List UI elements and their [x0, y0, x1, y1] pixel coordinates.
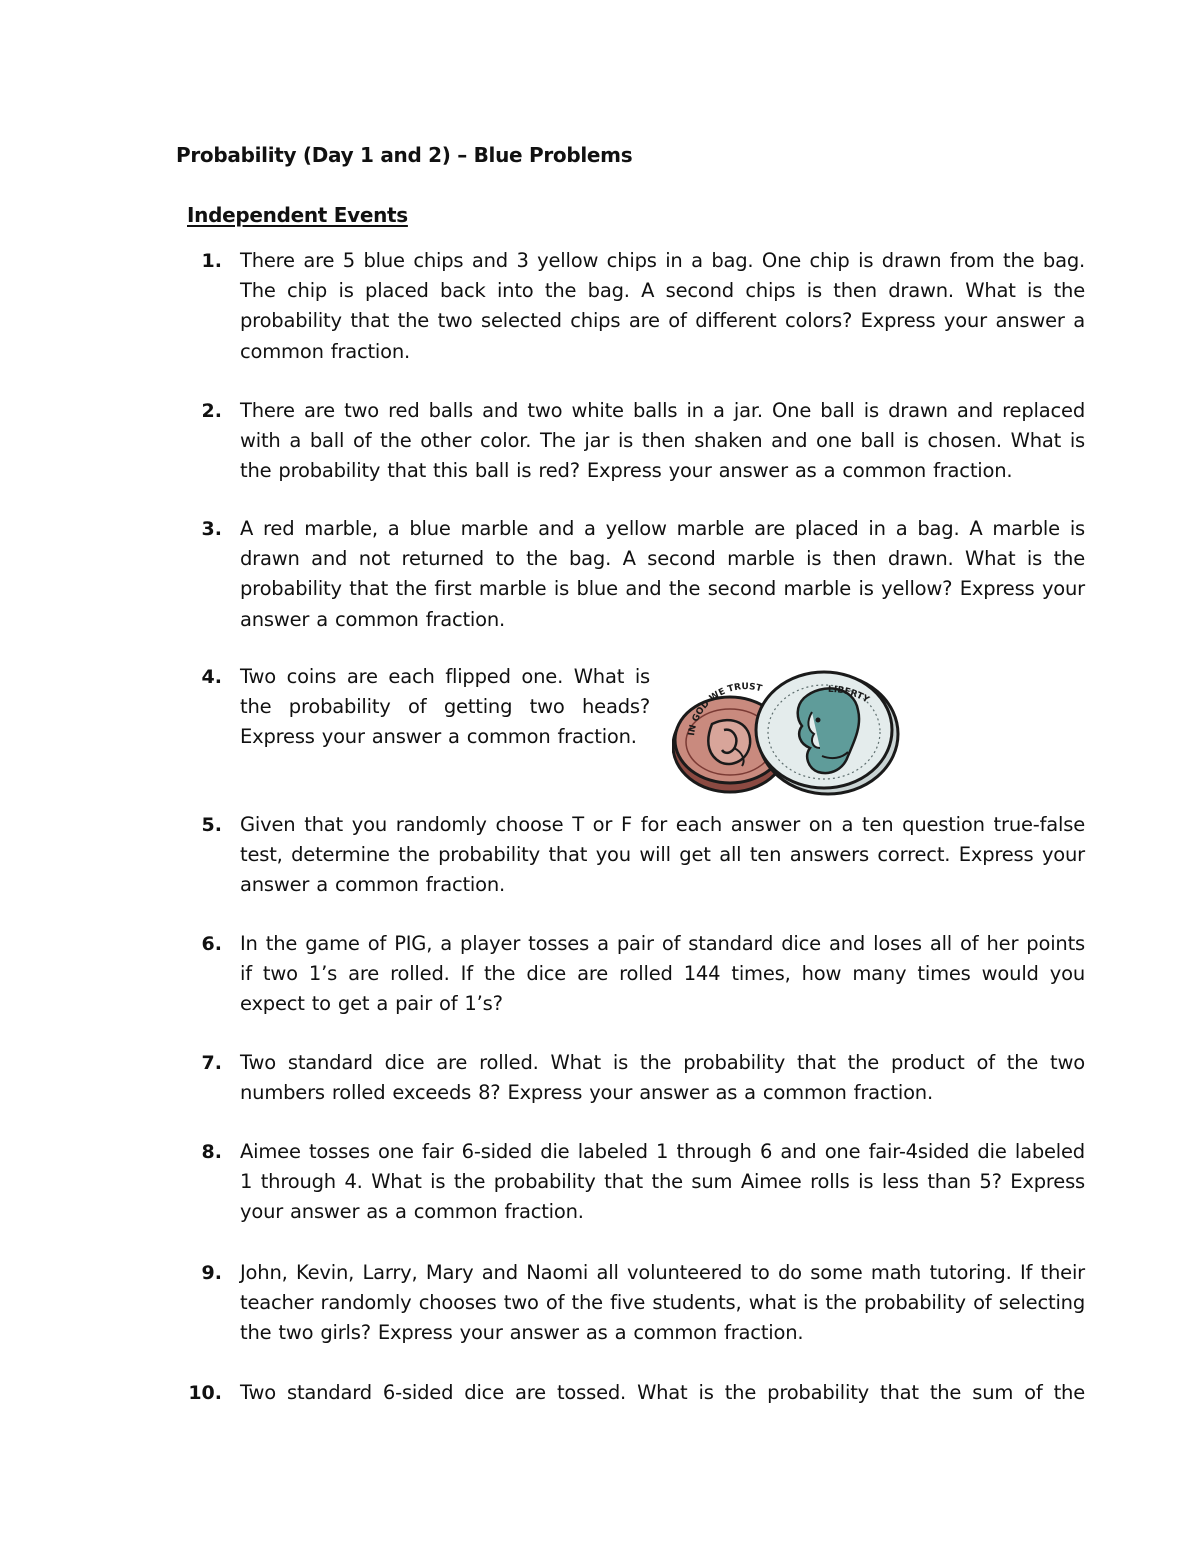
problem-text: Two coins are each flipped one. What is the probability of getting two heads? Express your answer a common fraction. [240, 665, 650, 749]
problem-number: 2. [201, 400, 222, 422]
coins-illustration [672, 664, 900, 796]
problem-number: 3. [201, 518, 222, 540]
dime-icon [756, 672, 898, 794]
section-heading: Independent Events [187, 203, 408, 227]
problem-text: A red marble, a blue marble and a yellow marble are placed in a bag. A marble is drawn and not returned to the bag. A second marble is then drawn. What is the probability that the first marble is blue and the second marble is yellow? Express your answer a common fraction. [240, 517, 1085, 631]
problem-text: In the game of PIG, a player tosses a pair of standard dice and loses all of her points if two 1’s are rolled. If the dice are rolled 144 times, how many times would you expect to get a pair of 1’s? [240, 932, 1085, 1016]
problem-text: Aimee tosses one fair 6-sided die labeled 1 through 6 and one fair-4sided die labeled 1 through 4. What is the probability that the sum Aimee rolls is less than 5? Express your answer as a common fraction. [240, 1140, 1085, 1224]
problem-text: There are 5 blue chips and 3 yellow chips in a bag. One chip is drawn from the bag. The chip is placed back into the bag. A second chips is then drawn. What is the probability that the two selected chips are of different colors? Express your answer a common fraction. [240, 249, 1085, 363]
problem-number: 8. [201, 1141, 222, 1163]
problem-text: Two standard dice are rolled. What is the probability that the product of the two numbers rolled exceeds 8? Express your answer as a common fraction. [240, 1051, 1085, 1105]
problem-number: 10. [188, 1382, 222, 1404]
problem-number: 9. [201, 1262, 222, 1284]
problem-text: John, Kevin, Larry, Mary and Naomi all volunteered to do some math tutoring. If their teacher randomly chooses two of the five students, what is the probability of selecting the two girls? Express your answer as a common fraction. [240, 1261, 1085, 1345]
penny-motto: IN GOD WE TRUST [687, 682, 763, 737]
dime-motto: LIBERTY [827, 684, 871, 706]
problem-text: There are two red balls and two white balls in a jar. One ball is drawn and replaced with a ball of the other color. The jar is then shaken and one ball is chosen. What is the probability that this ball is red? Express your answer as a common fraction. [240, 399, 1085, 483]
problem-number: 7. [201, 1052, 222, 1074]
problem-number: 5. [201, 814, 222, 836]
problem-text: Two standard 6-sided dice are tossed. What is the probability that the sum of the [240, 1381, 1085, 1404]
problem-text: Given that you randomly choose T or F for each answer on a ten question true-false test, determine the probability that you will get all ten answers correct. Express your answer a common fraction. [240, 813, 1085, 897]
problem-number: 6. [201, 933, 222, 955]
problem-number: 4. [201, 666, 222, 688]
problem-number: 1. [201, 250, 222, 272]
document-title: Probability (Day 1 and 2) – Blue Problems [176, 143, 633, 167]
